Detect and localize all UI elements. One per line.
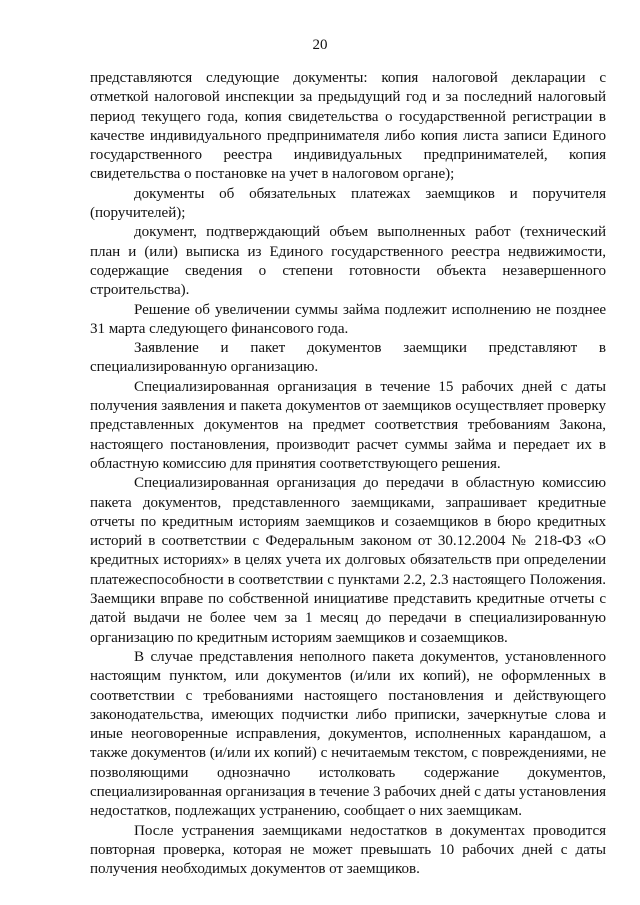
document-body [90, 69, 606, 879]
paragraph-documents-list-continuation: представляются следующие документы: копия налоговой декларации с отметкой налоговой инспекции за предыдущий год и за последний налоговый период текущего года, копия свидетельства о государственной регистрации в качестве индивидуального предпринимателя либо копия листа записи Единого государственного реестра индивидуальных предпринимателей, копия свидетельства о постановке на учет в налоговом органе); [90, 70, 606, 183]
paragraph-work-volume-document: документ, подтверждающий объем выполненных работ (технический план и (или) выписка из Единого государственного реестра недвижимости, содержащие сведения о степени готовности объекта незавершенного строительства). [90, 224, 606, 299]
paragraph-application-submission: Заявление и пакет документов заемщики представляют в специализированную организацию. [90, 340, 606, 376]
paragraph-mandatory-payments: документы об обязательных платежах заемщиков и поручителя (поручителей); [90, 185, 606, 222]
paragraph-repeat-check: После устранения заемщиками недостатков в документах проводится повторная проверка, которая не может превышать 10 рабочих дней с даты получения необходимых документов от заемщиков. [90, 822, 606, 878]
paragraph-verification-period: Специализированная организация в течение 15 рабочих дней с даты получения заявления и пакета документов от заемщиков осуществляет проверку представленных документов на предмет соответствия требованиям Закона, настоящего постановления, производит расчет суммы займа и передает их в областную комиссию для принятия соответствующего решения. [90, 378, 606, 472]
paragraph-credit-reports: Специализированная организация до передачи в областную комиссию пакета документов, представленного заемщиками, запрашивает кредитные отчеты по кредитным историям заемщиков и созаемщиков в бюро кредитных историй в соответствии с Федеральным законом от 30.12.2004 № 218-ФЗ «О кредитных историях» в целях учета их долговых обязательств при определении платежеспособности в соответствии с пунктами 2.2, 2.3 настоящего Положения. Заемщики вправе по собственной инициативе представить кредитные отчеты с датой выдачи не более чем за 1 месяц до передачи в специализированную организацию по кредитным историям заемщиков и созаемщиков. [90, 475, 606, 646]
paragraph-incomplete-package: В случае представления неполного пакета документов, установленного настоящим пунктом, или документов (и/или их копий), не оформленных в соответствии с требованиями настоящего постановления и действующего законодательства, имеющих подчистки либо приписки, зачеркнутые слова и иные неоговоренные исправления, документов, исполненных карандашом, а также документов (и/или их копий) с нечитаемым текстом, с повреждениями, не позволяющими однозначно истолковать содержание документов, специализированная организация в течение 3 рабочих дней с даты установления недостатков, подлежащих устранению, сообщает о них заемщикам. [90, 648, 606, 820]
page-number: 20 [312, 37, 328, 53]
paragraph-loan-increase-decision: Решение об увеличении суммы займа подлежит исполнению не позднее 31 марта следующего финансового года. [90, 301, 606, 337]
